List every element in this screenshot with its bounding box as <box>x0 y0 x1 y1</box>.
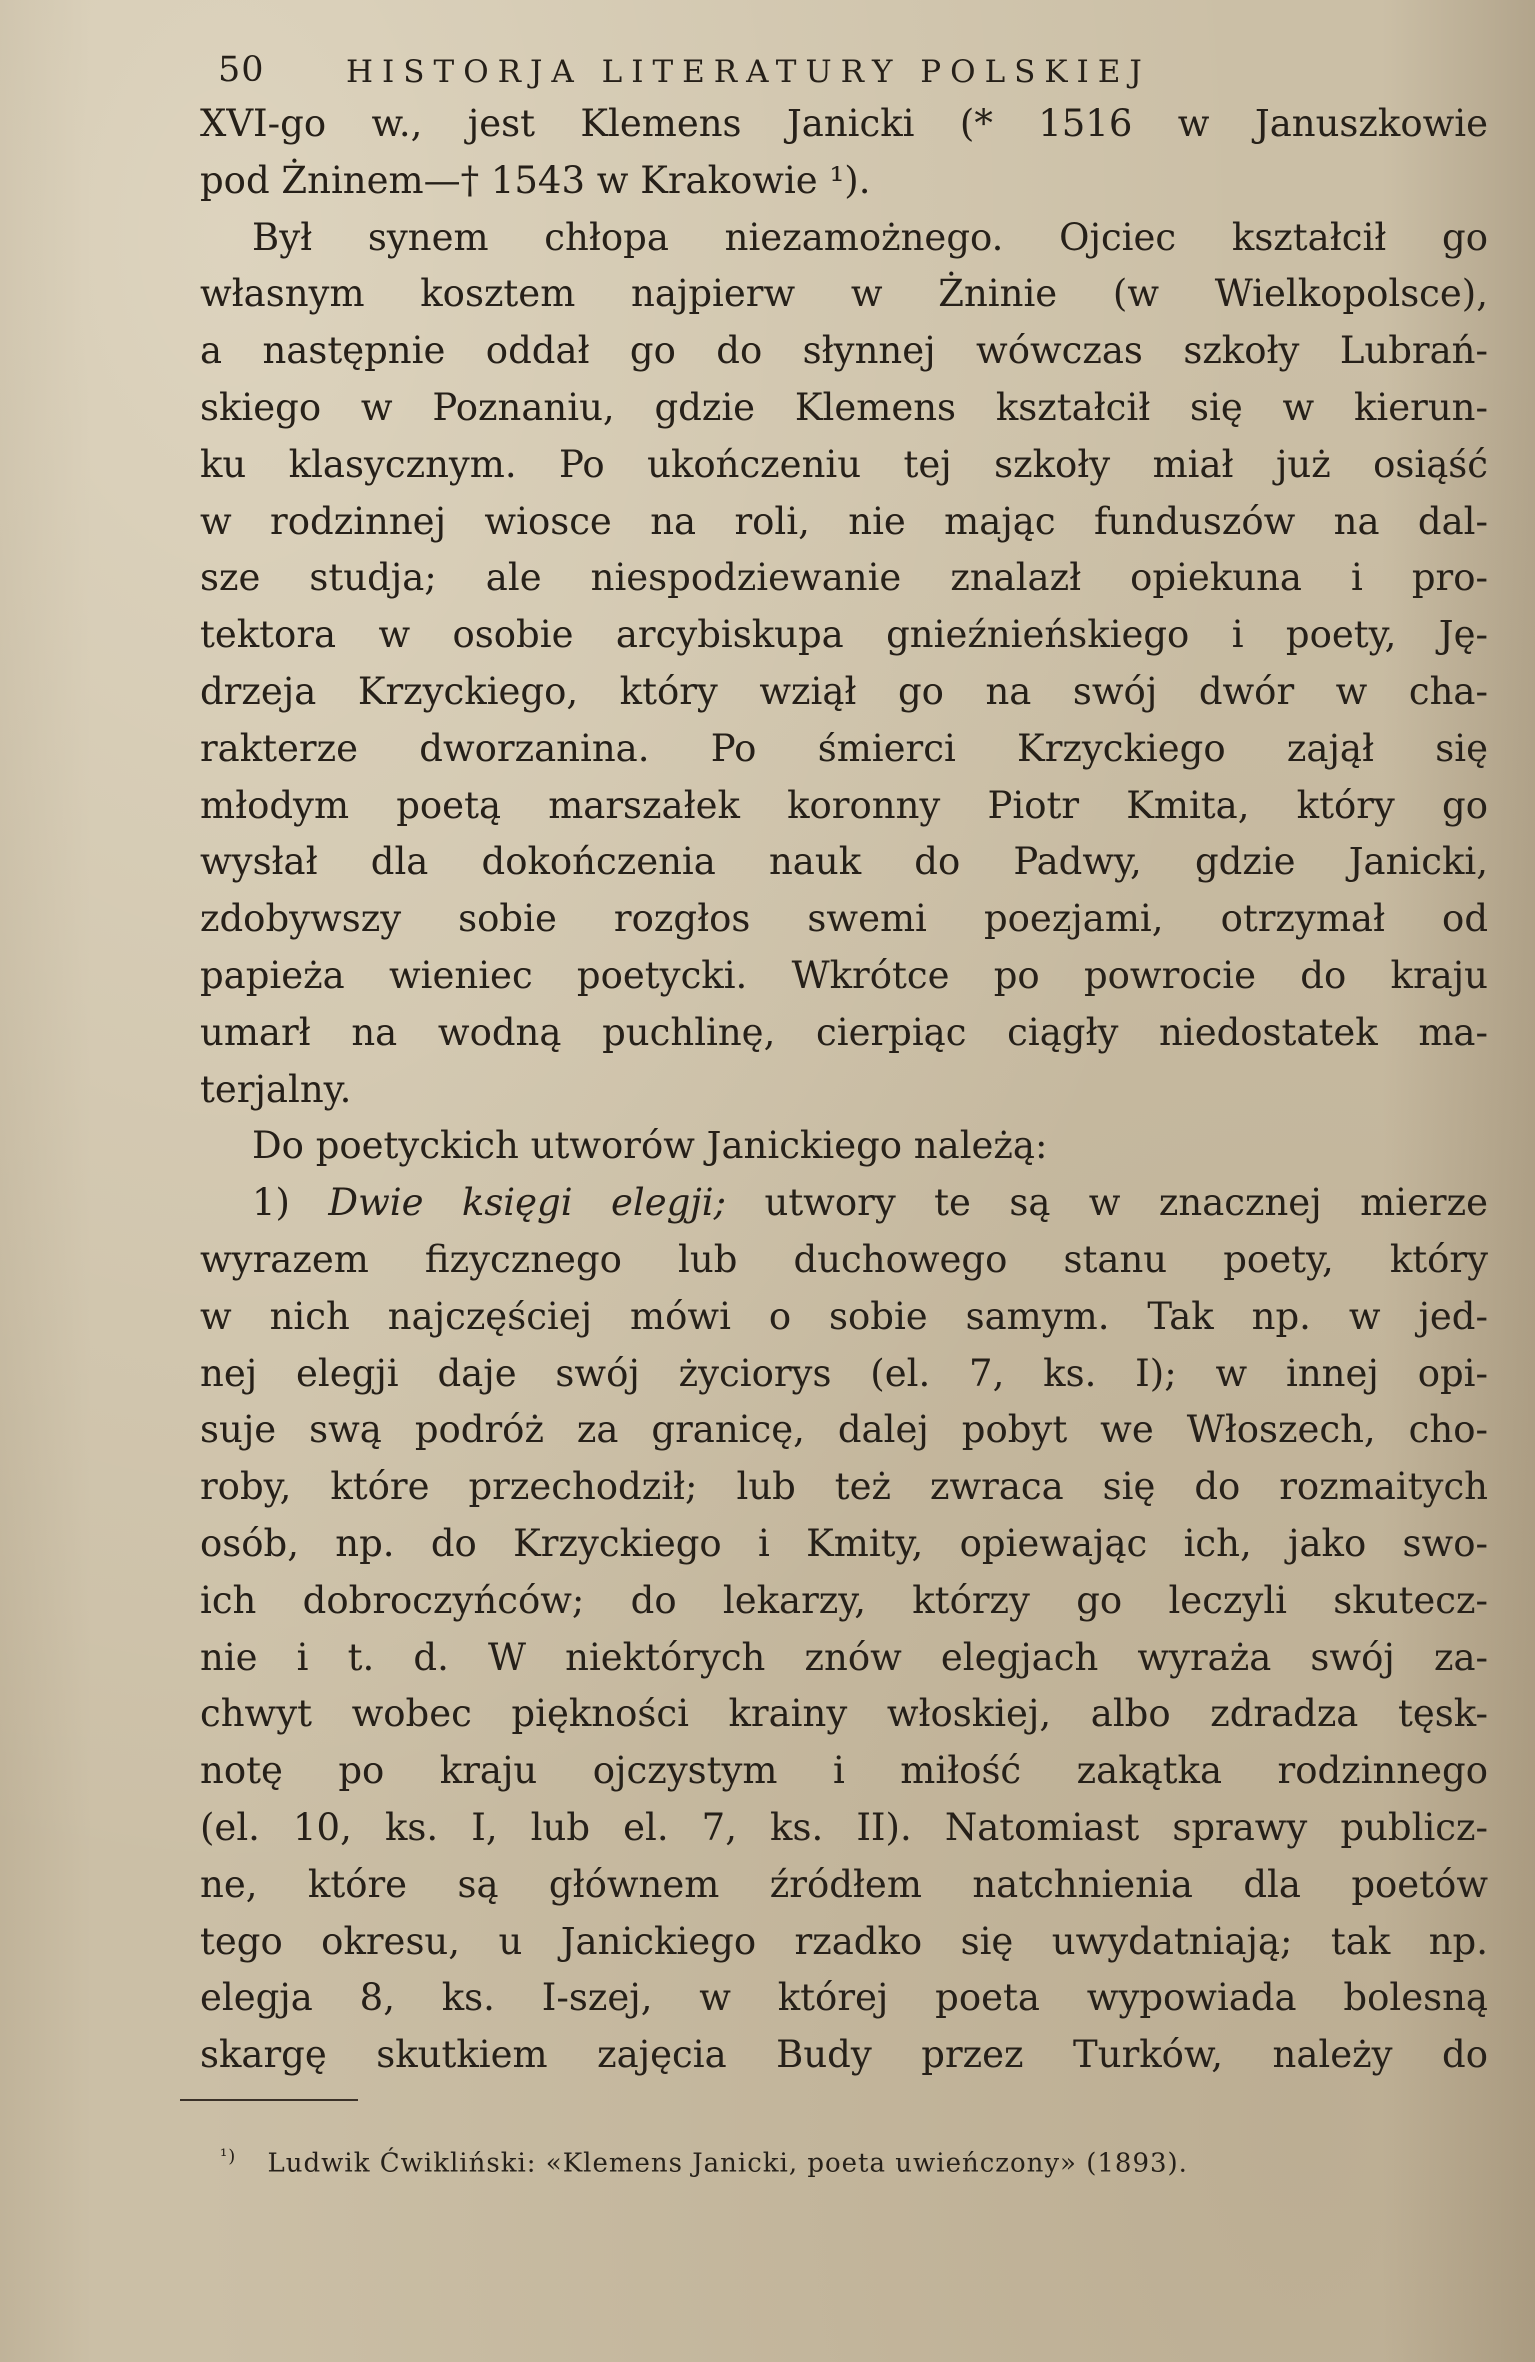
text-line: (el. 10, ks. I, lub el. 7, ks. II). Natomiast sprawy publicz- <box>200 1805 1488 1849</box>
text-line: osób, np. do Krzyckiego i Kmity, opiewając ich, jako swo- <box>200 1521 1488 1565</box>
text-line: ne, które są głównem źródłem natchnienia dla poetów <box>200 1862 1488 1906</box>
text-line: umarł na wodną puchlinę, cierpiąc ciągły niedostatek ma- <box>200 1010 1488 1054</box>
text-segment: 1) <box>252 1181 329 1225</box>
text-line: nej elegji daje swój życiorys (el. 7, ks. I); w innej opi- <box>200 1351 1488 1395</box>
text-line: wysłał dla dokończenia nauk do Padwy, gdzie Janicki, <box>200 840 1488 884</box>
text-line: w nich najczęściej mówi o sobie samym. Tak np. w jed- <box>200 1294 1488 1338</box>
text-line: roby, które przechodził; lub też zwraca się do rozmaitych <box>200 1465 1488 1509</box>
text-line: w rodzinnej wiosce na roli, nie mając funduszów na dal- <box>200 499 1488 543</box>
footnote-rule <box>180 2099 358 2101</box>
text-line: wyrazem fizycznego lub duchowego stanu poety, który <box>200 1237 1488 1281</box>
book-title-italic: Dwie księgi elegji; <box>328 1181 727 1225</box>
text-line: XVI-go w., jest Klemens Janicki (* 1516 w Januszkowie <box>200 102 1488 145</box>
text-line: własnym kosztem najpierw w Żninie (w Wielkopolsce), <box>200 272 1488 316</box>
text-line: drzeja Krzyckiego, który wziął go na swój dwór w cha- <box>200 669 1488 713</box>
text-line: młodym poetą marszałek koronny Piotr Kmita, który go <box>200 783 1488 827</box>
text-line: ich dobroczyńców; do lekarzy, którzy go leczyli skutecz- <box>200 1578 1488 1622</box>
text-line: skargę skutkiem zajęcia Budy przez Turków, należy do <box>200 2033 1488 2077</box>
text-line: sze studja; ale niespodziewanie znalazł opiekuna i pro- <box>200 556 1488 600</box>
footnote <box>220 2146 1320 2179</box>
text-line: a następnie oddał go do słynnej wówczas szkoły Lubrań- <box>200 329 1488 373</box>
text-line: tektora w osobie arcybiskupa gnieźnieńskiego i poety, Ję- <box>200 613 1488 657</box>
text-line: skiego w Poznaniu, gdzie Klemens kształcił się w kierun- <box>200 385 1488 429</box>
text-segment: utwory te są w znacznej mierze <box>726 1181 1488 1225</box>
text-line: ku klasycznym. Po ukończeniu tej szkoły miał już osiąść <box>200 442 1488 486</box>
text-line: pod Żninem—† 1543 w Krakowie ¹). <box>200 158 871 202</box>
text-line: rakterze dworzanina. Po śmierci Krzyckiego zajął się <box>200 726 1488 770</box>
text-line <box>200 1175 1488 1232</box>
text-line: terjalny. <box>200 1067 352 1111</box>
text-line: papieża wieniec poetycki. Wkrótce po powrocie do kraju <box>200 953 1488 997</box>
text-line: tego okresu, u Janickiego rzadko się uwydatniają; tak np. <box>200 1919 1488 1963</box>
footnote-text: Ludwik Ćwikliński: «Klemens Janicki, poeta uwieńczony» (1893). <box>267 2148 1188 2179</box>
running-head <box>218 30 1318 90</box>
text-line: chwyt wobec piękności krainy włoskiej, albo zdradza tęsk- <box>200 1692 1488 1736</box>
text-line: notę po kraju ojczystym i miłość zakątka rodzinnego <box>200 1749 1488 1793</box>
text-line: Do poetyckich utworów Janickiego należą: <box>252 1124 1048 1168</box>
running-title: HISTORJA LITERATURY POLSKIEJ <box>346 54 1151 90</box>
body-text <box>200 96 1488 2084</box>
text-line: nie i t. d. W niektórych znów elegjach wyraża swój za- <box>200 1635 1488 1679</box>
text-line: zdobywszy sobie rozgłos swemi poezjami, otrzymał od <box>200 897 1488 941</box>
text-line: elegja 8, ks. I-szej, w której poeta wypowiada bolesną <box>200 1976 1488 2020</box>
text-line: Był synem chłopa niezamożnego. Ojciec kształcił go <box>252 215 1488 259</box>
footnote-marker: ¹) <box>220 2146 237 2167</box>
page-number: 50 <box>218 50 265 90</box>
text-line: suje swą podróż za granicę, dalej pobyt we Włoszech, cho- <box>200 1408 1488 1452</box>
